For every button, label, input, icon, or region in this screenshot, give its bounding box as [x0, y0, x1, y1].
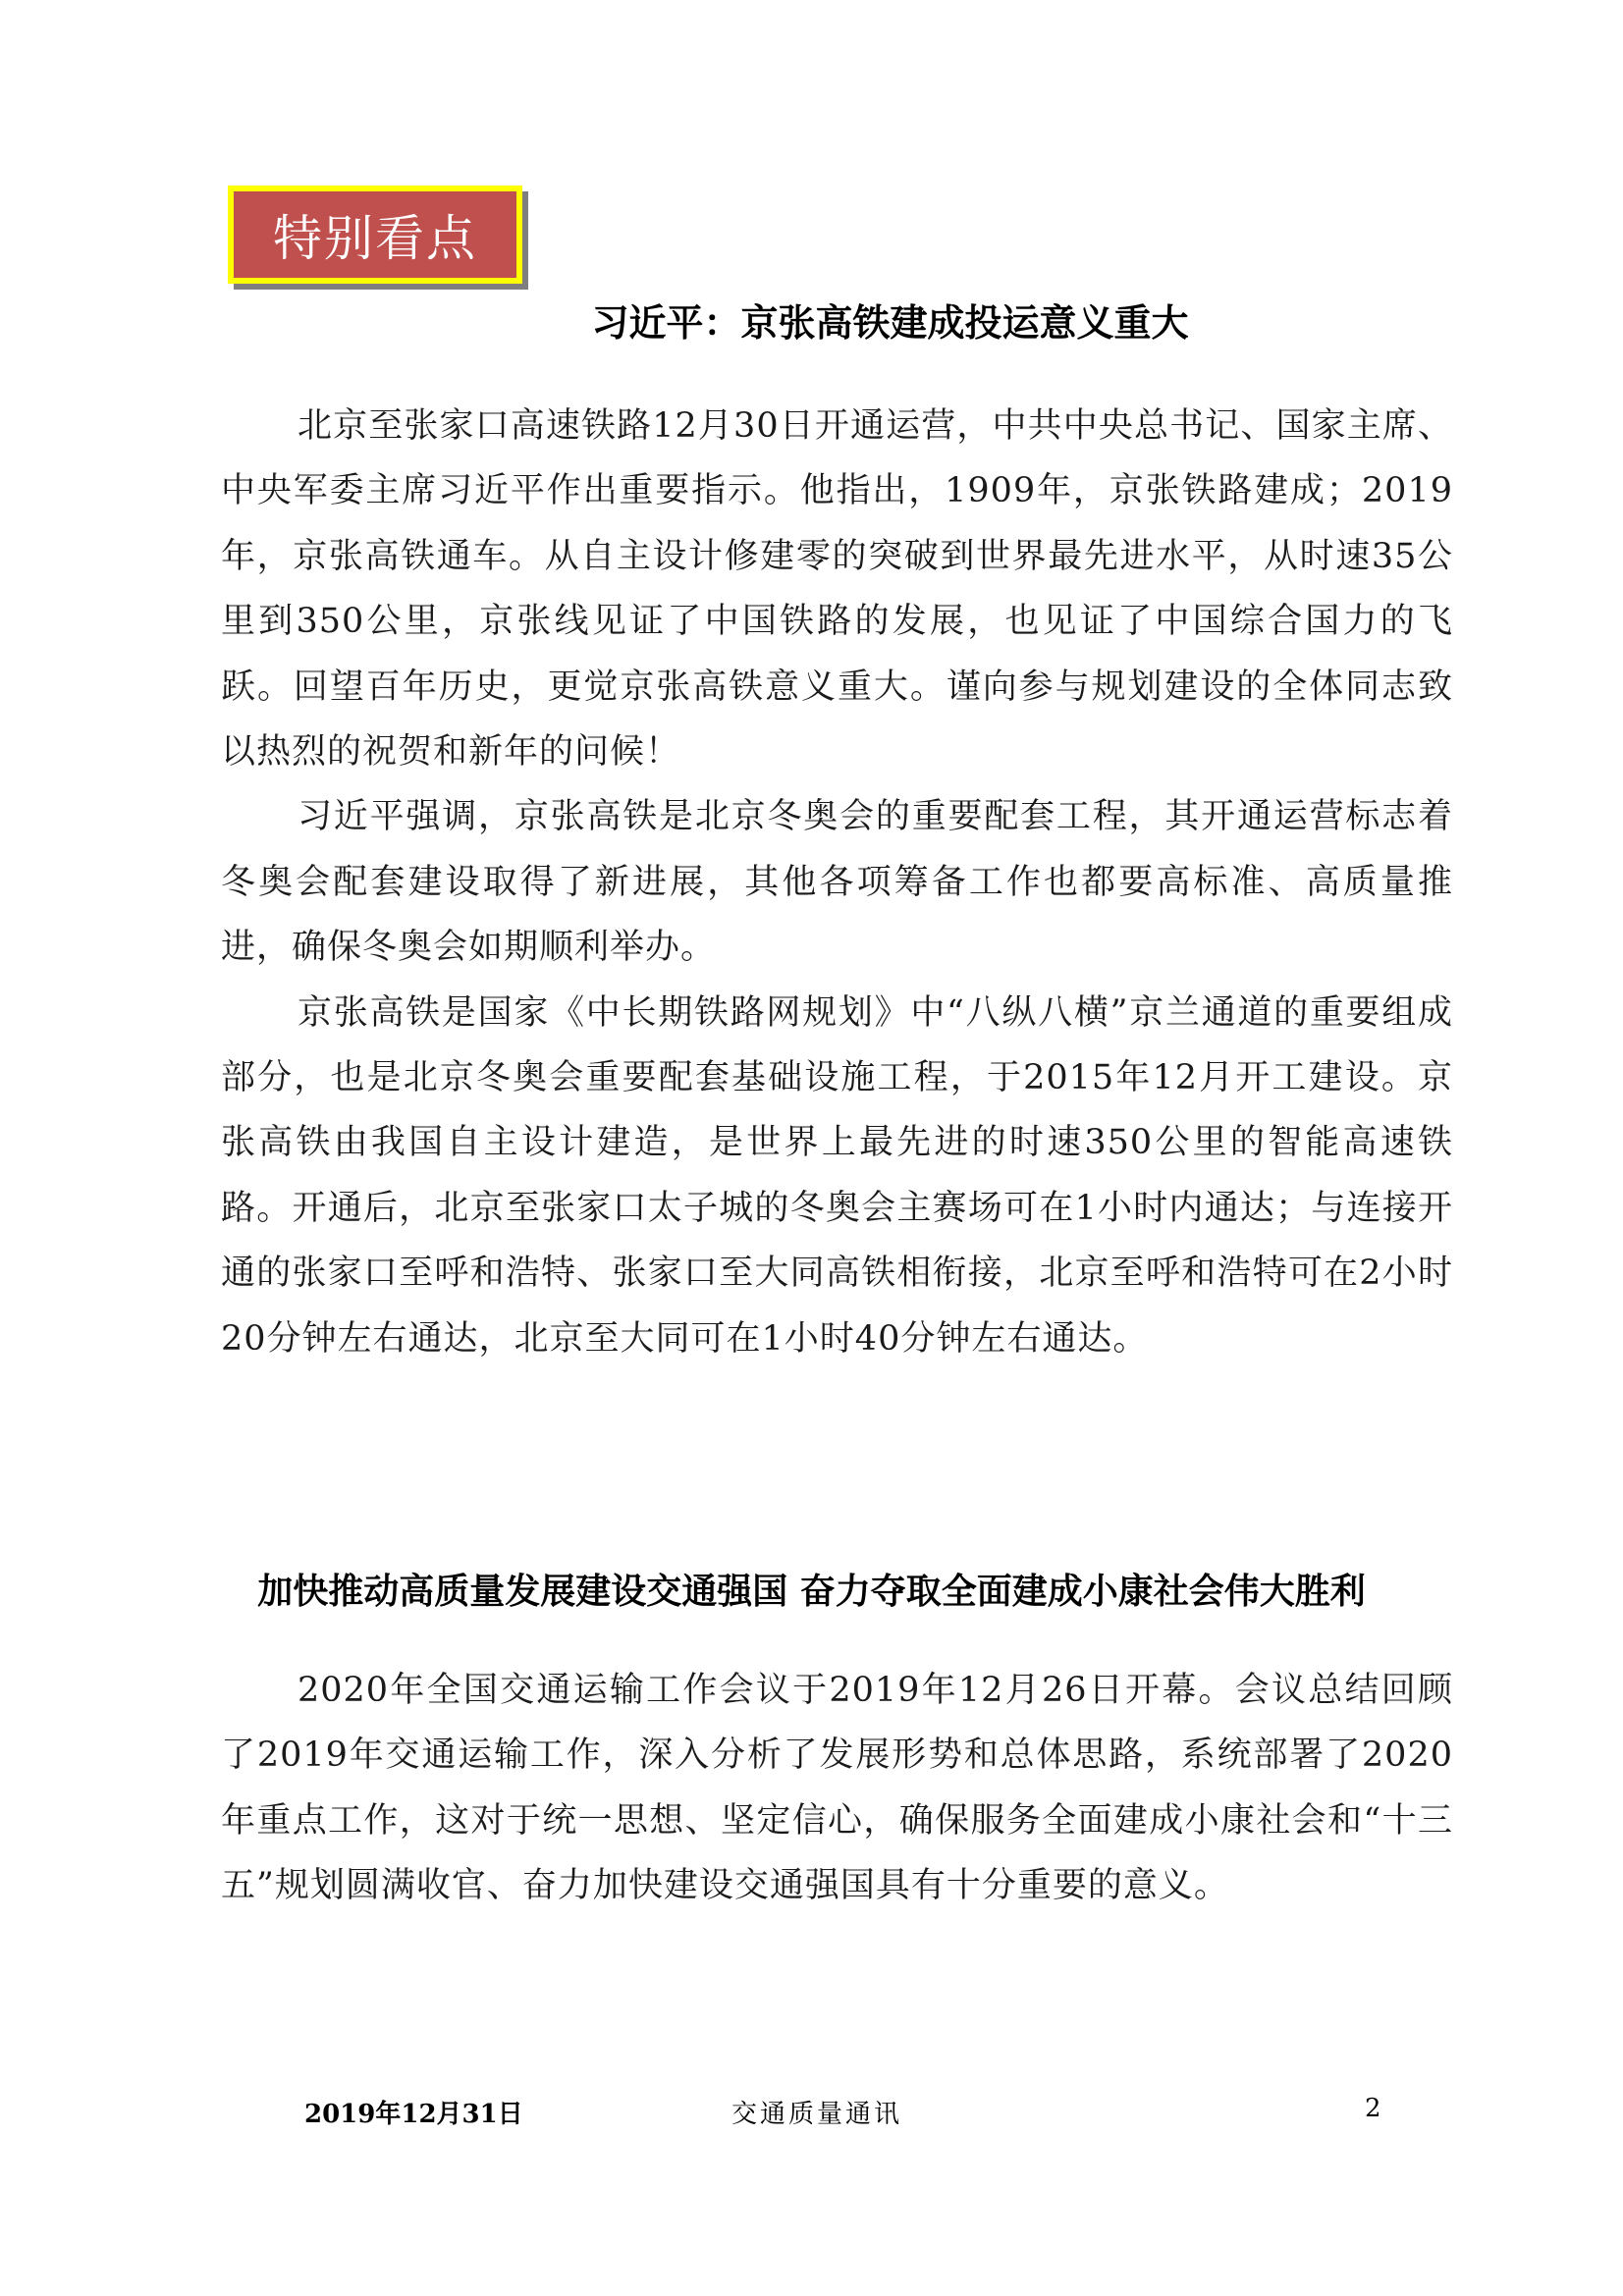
- page-number: 2: [1365, 2094, 1381, 2123]
- article-title: 习近平：京张高铁建成投运意义重大: [591, 301, 1189, 345]
- footer-publication: 交通质量通讯: [731, 2100, 903, 2129]
- article-paragraph: 习近平强调，京张高铁是北京冬奥会的重要配套工程，其开通运营标志着冬奥会配套建设取得了新进展，其他各项筹备工作也都要高标准、高质量推进，确保冬奥会如期顺利举办。: [221, 797, 1453, 968]
- article-paragraph: 京张高铁是国家《中长期铁路网规划》中“八纵八横”京兰通道的重要组成部分，也是北京冬奥会重要配套基础设施工程，于2015年12月开工建设。京张高铁由我国自主设计建造，是世界上最先进的时速350公里的智能高速铁路。开通后，北京至张家口太子城的冬奥会主赛场可在1小时内通达；与连接开通的张家口至呼和浩特、张家口至大同高铁相衔接，北京至呼和浩特可在2小时20分钟左右通达，北京至大同可在1小时40分钟左右通达。: [221, 992, 1453, 1359]
- section-badge-label: 特别看点: [273, 210, 477, 267]
- article-paragraph: 2020年全国交通运输工作会议于2019年12月26日开幕。会议总结回顾了2019年交通运输工作，深入分析了发展形势和总体思路，系统部署了2020年重点工作，这对于统一思想、坚定信心，确保服务全面建成小康社会和“十三五”规划圆满收官、奋力加快建设交通强国具有十分重要的意义。: [221, 1671, 1453, 1906]
- article-body: [221, 1658, 1453, 1919]
- article-title: 加快推动高质量发展建设交通强国 奋力夺取全面建成小康社会伟大胜利: [257, 1572, 1366, 1612]
- section-badge: [228, 186, 522, 284]
- article-body: [221, 394, 1453, 1371]
- article-paragraph: 北京至张家口高速铁路12月30日开通运营，中共中央总书记、国家主席、中央军委主席习近平作出重要指示。他指出，1909年，京张铁路建成；2019年，京张高铁通车。从自主设计修建零的突破到世界最先进水平，从时速35公里到350公里，京张线见证了中国铁路的发展，也见证了中国综合国力的飞跃。回望百年历史，更觉京张高铁意义重大。谨向参与规划建设的全体同志致以热烈的祝贺和新年的问候！: [221, 406, 1453, 773]
- footer-date: 2019年12月31日: [304, 2100, 523, 2129]
